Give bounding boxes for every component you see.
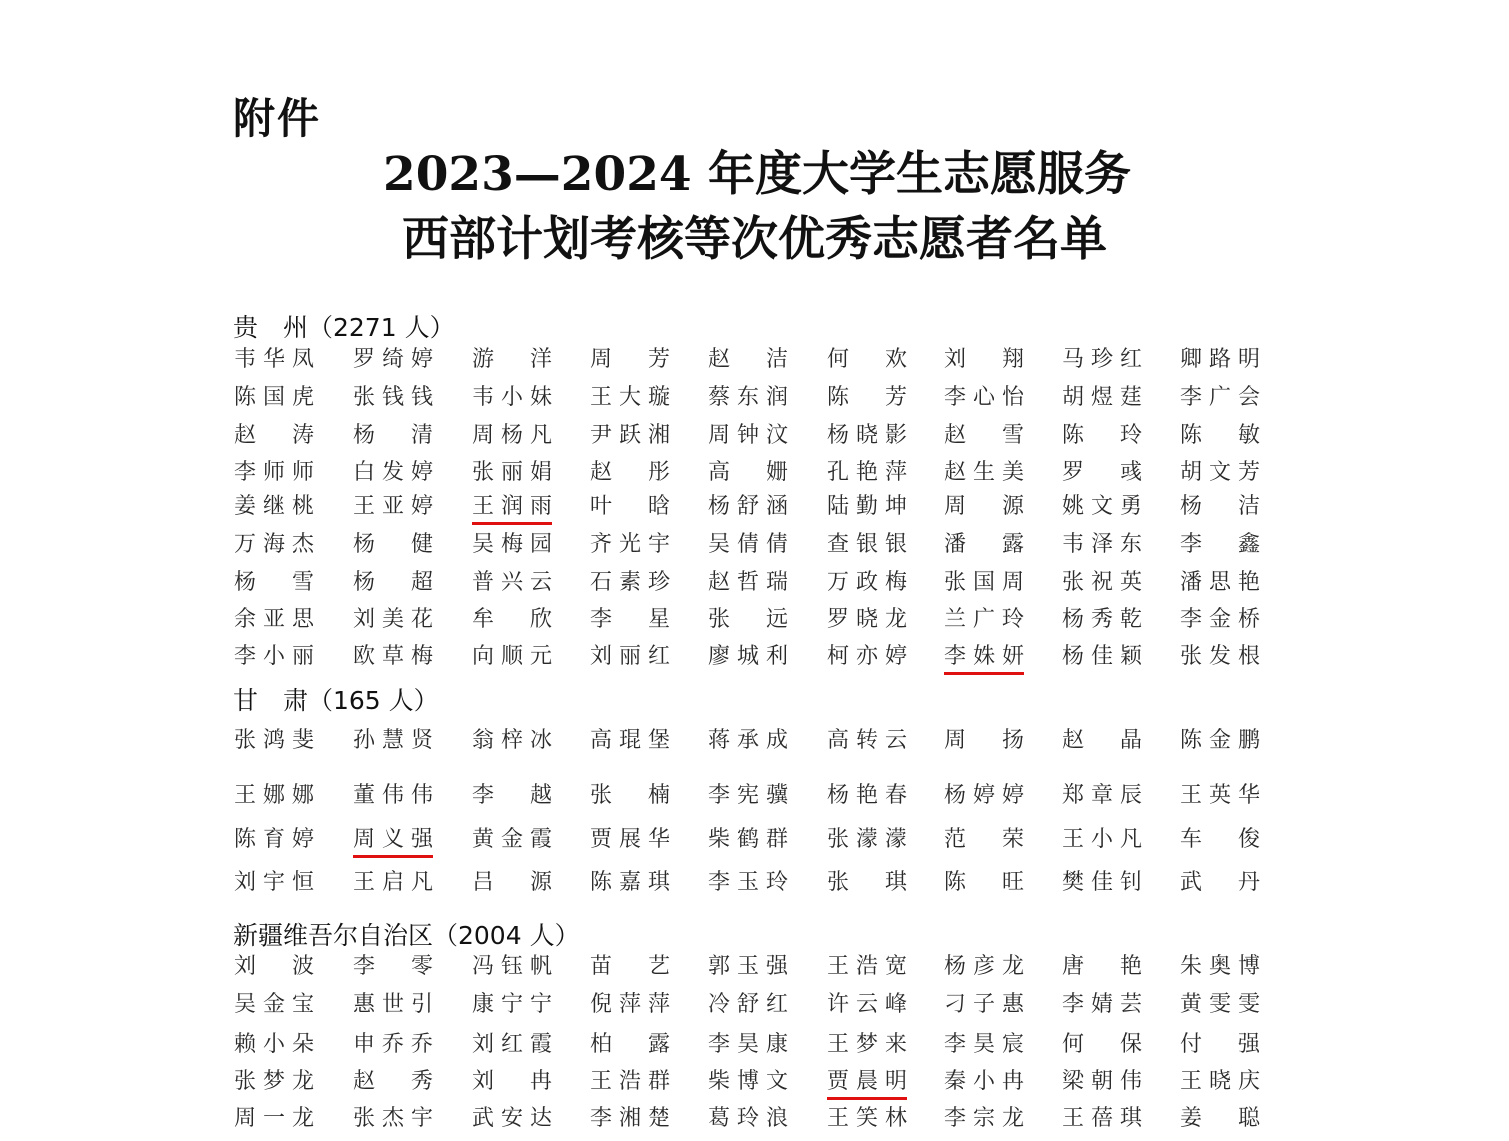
volunteer-name: 陈 旺 — [944, 870, 1024, 895]
highlighted-volunteer-name: 王润雨 — [472, 492, 552, 525]
volunteer-name: 柴博文 — [708, 1069, 788, 1094]
volunteer-name: 高转云 — [827, 728, 907, 753]
name-row — [0, 568, 1509, 602]
volunteer-name: 胡煜莛 — [1062, 385, 1142, 410]
volunteer-name: 王晓庆 — [1180, 1069, 1260, 1094]
volunteer-name: 万政梅 — [827, 570, 907, 595]
volunteer-name: 罗晓龙 — [827, 607, 907, 632]
volunteer-name: 周杨凡 — [472, 423, 552, 448]
volunteer-name: 杨艳春 — [827, 783, 907, 808]
volunteer-name: 倪萍萍 — [590, 992, 670, 1017]
volunteer-name: 兰广玲 — [944, 607, 1024, 632]
document-title-line-1: 2023—2024 年度大学生志愿服务 — [383, 147, 1131, 202]
volunteer-name: 孙慧贤 — [353, 728, 433, 753]
volunteer-name: 姜 聪 — [1180, 1106, 1260, 1131]
name-row — [0, 530, 1509, 564]
volunteer-name: 陆勤坤 — [827, 494, 907, 519]
volunteer-name: 李宗龙 — [944, 1106, 1024, 1131]
volunteer-name: 郭玉强 — [708, 954, 788, 979]
volunteer-name: 李湘楚 — [590, 1106, 670, 1131]
name-row — [0, 458, 1509, 492]
volunteer-name: 廖城利 — [708, 644, 788, 669]
name-row — [0, 868, 1509, 902]
volunteer-name: 杨 超 — [353, 570, 433, 595]
volunteer-name: 赵 涛 — [234, 423, 314, 448]
volunteer-name: 葛玲浪 — [708, 1106, 788, 1131]
volunteer-name: 黄雯雯 — [1180, 992, 1260, 1017]
volunteer-name: 牟 欣 — [472, 607, 552, 632]
volunteer-name: 张 楠 — [590, 783, 670, 808]
volunteer-name: 蔡东润 — [708, 385, 788, 410]
volunteer-name: 武安达 — [472, 1106, 552, 1131]
name-row — [0, 421, 1509, 455]
section-heading: 贵 州（2271 人） — [233, 313, 455, 342]
name-row — [0, 383, 1509, 417]
volunteer-name: 张丽娟 — [472, 460, 552, 485]
volunteer-name: 何 保 — [1062, 1032, 1142, 1057]
volunteer-name: 周 扬 — [944, 728, 1024, 753]
volunteer-name: 李师师 — [234, 460, 314, 485]
volunteer-name: 王浩宽 — [827, 954, 907, 979]
volunteer-name: 卿路明 — [1180, 347, 1260, 372]
volunteer-name: 赵 雪 — [944, 423, 1024, 448]
volunteer-name: 陈 芳 — [827, 385, 907, 410]
volunteer-name: 李玉玲 — [708, 870, 788, 895]
volunteer-name: 李 鑫 — [1180, 532, 1260, 557]
volunteer-name: 周一龙 — [234, 1106, 314, 1131]
highlighted-volunteer-name: 李姝妍 — [944, 642, 1024, 675]
volunteer-name: 赵 彤 — [590, 460, 670, 485]
volunteer-name: 惠世引 — [353, 992, 433, 1017]
volunteer-name: 陈 敏 — [1180, 423, 1260, 448]
volunteer-name: 张鸿斐 — [234, 728, 314, 753]
attachment-label: 附件 — [233, 94, 322, 143]
volunteer-name: 李 越 — [472, 783, 552, 808]
volunteer-name: 郑章辰 — [1062, 783, 1142, 808]
volunteer-name: 周 芳 — [590, 347, 670, 372]
volunteer-name: 赵 秀 — [353, 1069, 433, 1094]
volunteer-name: 张梦龙 — [234, 1069, 314, 1094]
volunteer-name: 刘宇恒 — [234, 870, 314, 895]
name-row — [0, 726, 1509, 760]
volunteer-name: 欧草梅 — [353, 644, 433, 669]
volunteer-name: 唐 艳 — [1062, 954, 1142, 979]
section-heading: 新疆维吾尔自治区（2004 人） — [233, 921, 580, 950]
volunteer-name: 梁朝伟 — [1062, 1069, 1142, 1094]
volunteer-name: 杨秀乾 — [1062, 607, 1142, 632]
volunteer-name: 杨舒涵 — [708, 494, 788, 519]
volunteer-name: 柯亦婷 — [827, 644, 907, 669]
name-row — [0, 1030, 1509, 1064]
volunteer-name: 杨婷婷 — [944, 783, 1024, 808]
volunteer-name: 刘美花 — [353, 607, 433, 632]
volunteer-name: 高琨堡 — [590, 728, 670, 753]
highlighted-volunteer-name: 周义强 — [353, 825, 433, 858]
volunteer-name: 秦小冉 — [944, 1069, 1024, 1094]
volunteer-name: 韦泽东 — [1062, 532, 1142, 557]
name-row — [0, 1067, 1509, 1101]
volunteer-name: 张钱钱 — [353, 385, 433, 410]
name-row — [0, 492, 1509, 526]
volunteer-name: 尹跃湘 — [590, 423, 670, 448]
volunteer-name: 李 零 — [353, 954, 433, 979]
volunteer-name: 柏 露 — [590, 1032, 670, 1057]
volunteer-name: 蒋承成 — [708, 728, 788, 753]
volunteer-name: 李广会 — [1180, 385, 1260, 410]
volunteer-name: 赵哲瑞 — [708, 570, 788, 595]
volunteer-name: 王大璇 — [590, 385, 670, 410]
volunteer-name: 付 强 — [1180, 1032, 1260, 1057]
volunteer-name: 罗绮婷 — [353, 347, 433, 372]
highlighted-volunteer-name: 贾晨明 — [827, 1067, 907, 1100]
volunteer-name: 余亚思 — [234, 607, 314, 632]
volunteer-name: 赵 洁 — [708, 347, 788, 372]
volunteer-name: 冯钰帆 — [472, 954, 552, 979]
volunteer-name: 刘红霞 — [472, 1032, 552, 1057]
volunteer-name: 石素珍 — [590, 570, 670, 595]
volunteer-name: 柴鹤群 — [708, 827, 788, 852]
volunteer-name: 杨佳颖 — [1062, 644, 1142, 669]
name-row — [0, 781, 1509, 815]
volunteer-name: 白发婷 — [353, 460, 433, 485]
volunteer-name: 向顺元 — [472, 644, 552, 669]
volunteer-name: 武 丹 — [1180, 870, 1260, 895]
volunteer-name: 吴金宝 — [234, 992, 314, 1017]
volunteer-name: 王英华 — [1180, 783, 1260, 808]
volunteer-name: 康宁宁 — [472, 992, 552, 1017]
volunteer-name: 王浩群 — [590, 1069, 670, 1094]
volunteer-name: 潘思艳 — [1180, 570, 1260, 595]
name-row — [0, 345, 1509, 379]
volunteer-name: 刘 翔 — [944, 347, 1024, 372]
volunteer-name: 姜继桃 — [234, 494, 314, 519]
volunteer-name: 叶 晗 — [590, 494, 670, 519]
volunteer-name: 高 姗 — [708, 460, 788, 485]
volunteer-name: 董伟伟 — [353, 783, 433, 808]
name-row — [0, 825, 1509, 859]
volunteer-name: 王娜娜 — [234, 783, 314, 808]
volunteer-name: 赵生美 — [944, 460, 1024, 485]
volunteer-name: 王小凡 — [1062, 827, 1142, 852]
volunteer-name: 周钟汶 — [708, 423, 788, 448]
volunteer-name: 韦小妹 — [472, 385, 552, 410]
volunteer-name: 张祝英 — [1062, 570, 1142, 595]
name-row — [0, 642, 1509, 676]
name-row — [0, 952, 1509, 986]
section-heading: 甘 肃（165 人） — [233, 686, 439, 715]
volunteer-name: 马珍红 — [1062, 347, 1142, 372]
volunteer-name: 韦华凤 — [234, 347, 314, 372]
volunteer-name: 赵 晶 — [1062, 728, 1142, 753]
volunteer-name: 李 星 — [590, 607, 670, 632]
volunteer-name: 普兴云 — [472, 570, 552, 595]
volunteer-name: 李宪骥 — [708, 783, 788, 808]
volunteer-name: 冷舒红 — [708, 992, 788, 1017]
volunteer-name: 张 远 — [708, 607, 788, 632]
volunteer-name: 孔艳萍 — [827, 460, 907, 485]
name-row — [0, 1104, 1509, 1138]
volunteer-name: 车 俊 — [1180, 827, 1260, 852]
volunteer-name: 何 欢 — [827, 347, 907, 372]
volunteer-name: 刘丽红 — [590, 644, 670, 669]
volunteer-name: 杨 洁 — [1180, 494, 1260, 519]
volunteer-name: 陈育婷 — [234, 827, 314, 852]
volunteer-name: 张国周 — [944, 570, 1024, 595]
volunteer-name: 齐光宇 — [590, 532, 670, 557]
volunteer-name: 李昊康 — [708, 1032, 788, 1057]
volunteer-name: 王启凡 — [353, 870, 433, 895]
volunteer-name: 查银银 — [827, 532, 907, 557]
name-row — [0, 605, 1509, 639]
volunteer-name: 周 源 — [944, 494, 1024, 519]
volunteer-name: 李婧芸 — [1062, 992, 1142, 1017]
volunteer-name: 罗 彧 — [1062, 460, 1142, 485]
volunteer-name: 李小丽 — [234, 644, 314, 669]
volunteer-name: 王亚婷 — [353, 494, 433, 519]
volunteer-name: 游 洋 — [472, 347, 552, 372]
volunteer-name: 樊佳钊 — [1062, 870, 1142, 895]
volunteer-name: 陈金鹏 — [1180, 728, 1260, 753]
volunteer-name: 杨 雪 — [234, 570, 314, 595]
volunteer-name: 王梦来 — [827, 1032, 907, 1057]
volunteer-name: 黄金霞 — [472, 827, 552, 852]
volunteer-name: 申乔乔 — [353, 1032, 433, 1057]
volunteer-name: 张濛濛 — [827, 827, 907, 852]
volunteer-name: 吕 源 — [472, 870, 552, 895]
volunteer-name: 杨 健 — [353, 532, 433, 557]
volunteer-name: 张杰宇 — [353, 1106, 433, 1131]
volunteer-name: 姚文勇 — [1062, 494, 1142, 519]
volunteer-name: 杨晓影 — [827, 423, 907, 448]
volunteer-name: 许云峰 — [827, 992, 907, 1017]
volunteer-name: 张 琪 — [827, 870, 907, 895]
volunteer-name: 张发根 — [1180, 644, 1260, 669]
volunteer-name: 贾展华 — [590, 827, 670, 852]
volunteer-name: 李金桥 — [1180, 607, 1260, 632]
volunteer-name: 万海杰 — [234, 532, 314, 557]
volunteer-name: 李心怡 — [944, 385, 1024, 410]
volunteer-name: 翁梓冰 — [472, 728, 552, 753]
volunteer-name: 李昊宸 — [944, 1032, 1024, 1057]
name-row — [0, 990, 1509, 1024]
volunteer-name: 陈嘉琪 — [590, 870, 670, 895]
volunteer-name: 王蓓琪 — [1062, 1106, 1142, 1131]
volunteer-name: 胡文芳 — [1180, 460, 1260, 485]
volunteer-name: 朱奥博 — [1180, 954, 1260, 979]
volunteer-name: 王笑林 — [827, 1106, 907, 1131]
volunteer-name: 范 荣 — [944, 827, 1024, 852]
volunteer-name: 潘 露 — [944, 532, 1024, 557]
volunteer-name: 杨彦龙 — [944, 954, 1024, 979]
volunteer-name: 吴倩倩 — [708, 532, 788, 557]
volunteer-name: 刁子惠 — [944, 992, 1024, 1017]
volunteer-name: 陈 玲 — [1062, 423, 1142, 448]
volunteer-name: 杨 清 — [353, 423, 433, 448]
volunteer-name: 苗 艺 — [590, 954, 670, 979]
volunteer-name: 赖小朵 — [234, 1032, 314, 1057]
document-title-line-2: 西部计划考核等次优秀志愿者名单 — [402, 212, 1107, 267]
volunteer-name: 刘 波 — [234, 954, 314, 979]
volunteer-name: 陈国虎 — [234, 385, 314, 410]
volunteer-name: 刘 冉 — [472, 1069, 552, 1094]
volunteer-name: 吴梅园 — [472, 532, 552, 557]
